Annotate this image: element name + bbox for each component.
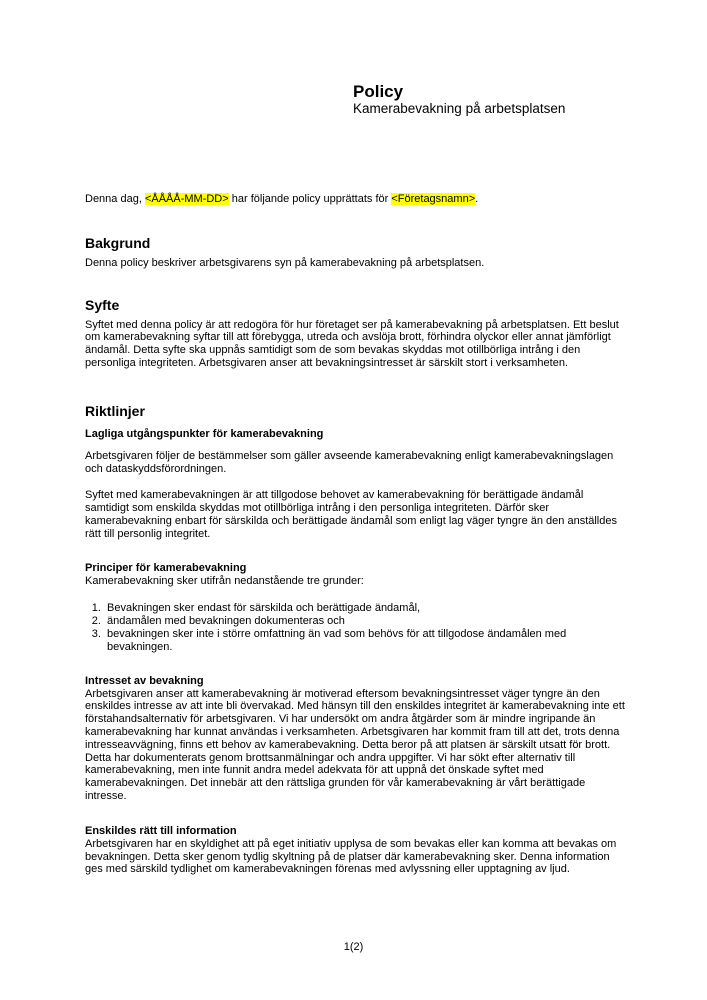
intro-text-3: . bbox=[475, 193, 479, 205]
subheading-principer: Principer för kamerabevakning bbox=[85, 561, 247, 574]
principles-list-item: 3. bevakningen sker inte i större omfattning än vad som behövs för att tillgodose ändamålen med bevakningen. bbox=[104, 628, 625, 654]
title-block bbox=[353, 82, 625, 117]
heading-riktlinjer: Riktlinjer bbox=[85, 402, 145, 419]
intro-paragraph bbox=[85, 193, 625, 206]
company-placeholder: <Företagsnamn> bbox=[391, 193, 476, 205]
intresset-paragraph: Arbetsgivaren anser att kamerabevakning är motiverad eftersom bevakningsintresset väger tyngre än den enskildes intresse av att inte bli övervakad. Med hänsyn till den enskildes integritet är kamerabevakning inte ett förstahandsalternativ för arbetsgivaren. Vi har undersökt om andra åtgärder som är mindre ingripande än kamerabevakning har kunnat användas i verksamheten. Arbetsgivaren har kommit fram till att det, trots denna intresseavvägning, finns ett behov av kamerabevakning. Detta beror på att platsen är särskilt utsatt för brott. Detta har dokumenterats genom brottsanmälningar och andra uppgifter. Vi har sökt efter alternativ till kamerabevakning, men inte funnit andra medel adekvata för att uppnå det önskade syftet med kamerabevakningen. Det innebär att den rättsliga grunden för vår kamerabevakning är vårt berättigade intresse. bbox=[85, 687, 625, 802]
page-number: 1(2) bbox=[343, 941, 364, 953]
heading-bakgrund: Bakgrund bbox=[85, 234, 151, 251]
document-title: Policy bbox=[353, 82, 404, 101]
syfte-paragraph: Syftet med denna policy är att redogöra för hur företaget ser på kamerabevakning på arbetsplatsen. Ett beslut om kamerabevakning syftar till att förebygga, utreda och avslöja brott, förhindra olyckor eller annat jämförligt ändamål. Detta syfte ska uppnås samtidigt som de som bevakas skyddas mot otillbörliga intrång i den personliga integriteten. Arbetsgivaren anser att bevakningsintresset är särskilt stort i verksamheten. bbox=[85, 318, 619, 369]
principles-list bbox=[85, 602, 625, 653]
heading-syfte: Syfte bbox=[85, 296, 120, 313]
intro-text-2: har följande policy upprättats för bbox=[228, 193, 392, 205]
principles-list-item: 1. Bevakningen sker endast för särskilda och berättigade ändamål, bbox=[104, 602, 625, 615]
enskildes-ratt-paragraph: Arbetsgivaren har en skyldighet att på eget initiativ upplysa de som bevakas eller kan komma att bevakas om bevakningen. Detta sker genom tydlig skyltning på de platser där kamerabevakning sker. Denna information ges med särskild tydlighet om kamerabevakningen förenas med avlyssning eller upptagning av ljud. bbox=[85, 837, 617, 876]
lagliga-paragraph-1: Arbetsgivaren följer de bestämmelser som gäller avseende kamerabevakning enligt kamerabevakningslagen och dataskyddsförordningen. bbox=[85, 449, 614, 475]
date-placeholder: <ÅÅÅÅ-MM-DD> bbox=[144, 193, 229, 205]
subheading-lagliga-utgangspunkter: Lagliga utgångspunkter för kamerabevakning bbox=[85, 427, 324, 440]
document-content bbox=[85, 82, 625, 876]
subheading-enskildes-ratt: Enskildes rätt till information bbox=[85, 824, 237, 837]
principles-list-item: 2. ändamålen med bevakningen dokumenteras och bbox=[104, 615, 625, 628]
lagliga-paragraph-2: Syftet med kamerabevakningen är att tillgodose behovet av kamerabevakning för berättigade ändamål samtidigt som enskilda skyddas mot otillbörliga intrång i den personliga integriteten. Därför sker kamerabevakning enbart för särskilda och berättigade ändamål som enligt lag väger tyngre än den anställdes rätt till personlig integritet. bbox=[85, 489, 617, 540]
bakgrund-paragraph: Denna policy beskriver arbetsgivarens syn på kamerabevakning på arbetsplatsen. bbox=[85, 256, 485, 269]
intro-text-1: Denna dag, bbox=[85, 193, 145, 205]
document-subtitle: Kamerabevakning på arbetsplatsen bbox=[353, 101, 566, 116]
subheading-intresset: Intresset av bevakning bbox=[85, 674, 204, 687]
principer-intro: Kamerabevakning sker utifrån nedanstående tre grunder: bbox=[85, 574, 364, 587]
